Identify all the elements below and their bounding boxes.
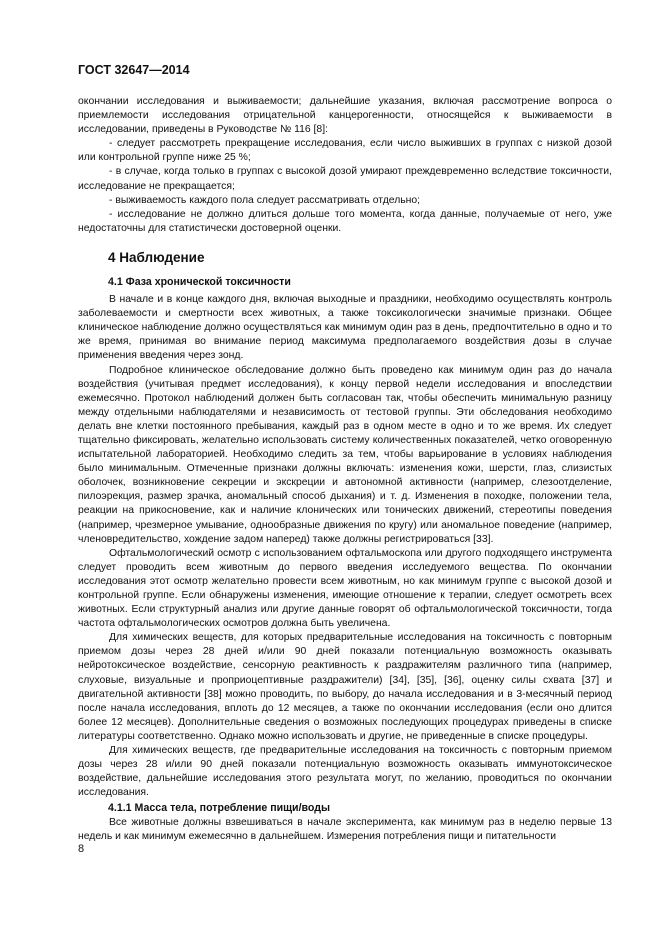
- subsubsection-heading: 4.1.1 Масса тела, потребление пищи/воды: [108, 802, 330, 815]
- bullet-item: - выживаемость каждого пола следует рассматривать отдельно;: [109, 194, 421, 206]
- body-paragraph: В начале и в конце каждого дня, включая выходные и праздники, необходимо осуществлять контроль заболеваемости и смертности всех животных, а также токсикологически значимые признаки. Общее клиническое наблюдение должно осуществляться как минимум один раз в день, предпочтительно в одно и то же время, принимая во внимание период максимума предполагаемого воздействия дозы в случае применения введения через зонд.: [78, 294, 612, 362]
- document-header: ГОСТ 32647—2014: [78, 63, 190, 77]
- page-number: 8: [78, 843, 85, 855]
- bullet-item: - в случае, когда только в группах с высокой дозой умирают преждевременно вследствие токсичности, исследование не прекращается;: [78, 166, 612, 192]
- bullet-item: - следует рассмотреть прекращение исследования, если число выживших в группах с низкой дозой или контрольной группе ниже 25 %;: [78, 138, 612, 164]
- intro-paragraph: окончании исследования и выживаемости; дальнейшие указания, включая рассмотрение вопроса о приемлемости исследования отрицательной канцерогенности, относящейся к выживаемости в исследовании, приведены в Руководстве № 116 [8]:: [78, 96, 612, 136]
- document-body: [78, 95, 612, 844]
- body-paragraph: Подробное клиническое обследование должно быть проведено как минимум один раз до начала воздействия (учитывая предмет исследования), к концу первой недели исследования и впоследствии ежемесячно. Протокол наблюдений должен быть согласован так, чтобы обеспечить минимальную разницу между отдельными наблюдателями и независимость от тестовой группы. Эти обследования необходимо делать вне клетки постоянного пребывания, каждый раз в одном месте в одно и то же время. Их следует тщательно фиксировать, желательно использовать систему количественных показателей, четко оговоренную испытательной лабораторией. Необходимо следить за тем, чтобы варьирование в условиях наблюдения было минимальным. Отмеченные признаки должны включать: изменения кожи, шерсти, глаз, слизистых оболочек, возникновение секреции и экскреции и автономной активности (например, слезоотделение, пилоэрекция, размер зрачка, аномальный способ дыхания) и т. д. Изменения в походке, положении тела, реакции на прикосновение, как и наличие клонических или тонических движений, стереотипы поведения (например, чрезмерное умывание, однообразные движения по кругу) или аномальное поведение (например, членовредительство, хождение задом наперед) также должны регистрироваться [33].: [78, 364, 612, 545]
- section-heading: 4 Наблюдение: [108, 249, 205, 265]
- body-paragraph: Все животные должны взвешиваться в начале эксперимента, как минимум раз в неделю первые 13 недель и как минимум ежемесячно в дальнейшем. Измерения потребления пищи и питательности: [78, 816, 612, 842]
- body-paragraph: Для химических веществ, для которых предварительные исследования на токсичность с повторным приемом дозы через 28 дней и/или 90 дней показали потенциальную возможность оказывать нейротоксическое воздействие, сенсорную реактивность к раздражителям различного типа (например, слуховые, визуальные и проприоцептивные раздражители) [34], [35], [36], оценку силы схвата [37] и двигательной активности [38] можно проводить, по выбору, до начала исследования и в 3-месячный период после начала исследования, вплоть до 12 месяцев, а также по окончании исследования (если оно длится более 12 месяцев). Дополнительные сведения о возможных последующих процедурах приведены в списке литературы соответственно. Однако можно использовать и другие, не приведенные в списке процедуры.: [78, 632, 612, 742]
- body-paragraph: Офтальмологический осмотр с использованием офтальмоскопа или другого подходящего инструмента следует проводить всем животным до первого введения исследуемого вещества. По окончании исследования этот осмотр желательно провести всем животным, но как минимум группе с высокой дозой и контрольной группе. Если обнаружены изменения, имеющие отношение к терапии, следует осмотреть всех животных. Если структурный анализ или другие данные говорят об офтальмологической токсичности, тогда частота офтальмологических осмотров должна быть увеличена.: [78, 547, 612, 630]
- bullet-item: - исследование не должно длиться дольше того момента, когда данные, получаемые от него, уже недостаточны для статистически достоверной оценки.: [78, 208, 612, 234]
- subsection-heading: 4.1 Фаза хронической токсичности: [108, 275, 291, 288]
- body-paragraph: Для химических веществ, где предварительные исследования на токсичность с повторным приемом дозы через 28 и/или 90 дней показали потенциальную возможность оказывать иммунотоксическое воздействие, дальнейшие исследования этого результата могут, по желанию, проводиться по окончании исследования.: [78, 745, 612, 799]
